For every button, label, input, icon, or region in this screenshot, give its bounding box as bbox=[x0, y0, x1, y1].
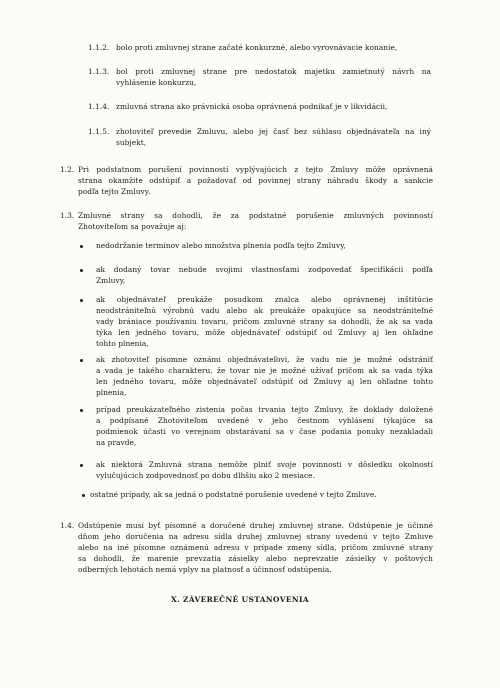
bullet-text-line: na pravde, bbox=[96, 438, 137, 447]
bullet-text-line: prípad preukázateľného zistenia počas trvania tejto Zmluvy, že doklady doložené bbox=[96, 405, 433, 414]
bullet-text-line: podmienok účasti vo verejnom obstarávaní sa v čase podania ponuky nezakladali bbox=[96, 427, 433, 436]
bullet-dot bbox=[80, 299, 83, 302]
item-text-line: bol proti zmluvnej strane pre nedostatok majetku zamietnutý návrh na bbox=[116, 67, 431, 76]
section-text-line: odberných lehotách nemá vplyv na platnosť a účinnosť odstúpenia. bbox=[78, 565, 332, 574]
section-number: 1.3. bbox=[60, 211, 75, 220]
bullet-text-line: Zmluvy, bbox=[96, 276, 126, 285]
bullet-dot bbox=[80, 245, 83, 248]
bullet-text-line: ak dodaný tovar nebude svojimi vlastnosťami zodpovedať špecifikácii podľa bbox=[96, 265, 433, 274]
section-text-line: strana okamžite odstúpiť a požadovať od povinnej strany náhradu škody a sankcie bbox=[78, 176, 433, 185]
item-text-line: vyhlásenie konkurzu, bbox=[116, 78, 197, 87]
section-text-line: dňom jeho doručenia na adresu sídla druhej zmluvnej strany uvedenú v tejto Zmluve bbox=[78, 532, 433, 541]
bullet-dot bbox=[80, 269, 83, 272]
item-number: 1.1.3. bbox=[88, 67, 110, 76]
bullet-dot bbox=[80, 409, 83, 412]
section-text-line: Odstúpenie musí byť písomné a doručené druhej zmluvnej strane. Odstúpenie je účinné bbox=[78, 521, 433, 530]
section-heading: X. ZÁVEREČNÉ USTANOVENIA bbox=[170, 595, 310, 604]
item-text-line: zhotoviteľ prevedie Zmluvu, alebo jej časť bez súhlasu objednávateľa na iný bbox=[116, 127, 431, 136]
section-text-line: Pri podstatnom porušení povinností vyplývajúcich z tejto Zmluvy môže oprávnená bbox=[78, 165, 433, 174]
section-text-line: podľa tejto Zmluvy. bbox=[78, 187, 151, 196]
bullet-dot bbox=[80, 464, 83, 467]
item-number: 1.1.2. bbox=[88, 43, 110, 52]
bullet-text-line: a podpísané Zhotoviteľom uvedené v jeho čestnom vyhlásení týkajúce sa bbox=[96, 416, 433, 425]
bullet-text-line: týka len jedného tovaru, môže objednávateľ odstúpiť od Zmluvy aj len ohľadne bbox=[96, 328, 433, 337]
bullet-text-line: neodstrániteľnú výrobnú vadu alebo ak preukáže opakujúce sa neodstrániteľné bbox=[96, 306, 433, 315]
bullet-text-line: ak zhotoviteľ písomne oznámi objednávateľovi, že vadu nie je možné odstrániť bbox=[96, 355, 433, 364]
section-text-line: sa dohodli, že marenie prevzatia zásielky alebo neprevzatie zásielky v poštových bbox=[78, 554, 433, 563]
item-number: 1.1.4. bbox=[88, 102, 110, 111]
item-text-line: zmluvná strana ako právnická osoba oprávnená podnikať je v likvidácii, bbox=[116, 102, 388, 111]
bullet-text-line: vady brániace používaniu tovaru, pričom zmluvné strany sa dohodli, že ak sa vada bbox=[96, 317, 433, 326]
bullet-text-line: a vada je takého charakteru, že tovar nie je možné užívať pričom ak sa vada týka bbox=[96, 366, 433, 375]
bullet-text-line: vylučujúcich zodpovednosť po dobu dlhšiu ako 2 mesiace. bbox=[96, 471, 315, 480]
bullet-dot bbox=[80, 359, 83, 362]
bullet-dot bbox=[82, 494, 85, 497]
bullet-text-line: len jedného tovaru, môže objednávateľ odstúpiť od Zmluvy aj len ohľadne tohto bbox=[96, 377, 433, 386]
bullet-text-line: ostatné prípady, ak sa jedná o podstatné porušenie uvedené v tejto Zmluve. bbox=[90, 490, 377, 499]
section-text-line: Zmluvné strany sa dohodli, že za podstatné porušenie zmluvných povinností bbox=[78, 211, 433, 220]
section-number: 1.4. bbox=[60, 521, 75, 530]
item-text-line: bolo proti zmluvnej strane začaté konkurzné, alebo vyrovnávacie konanie, bbox=[116, 43, 398, 52]
bullet-text-line: ak niektorá Zmluvná strana nemôže plniť svoje povinnosti v dôsledku okolností bbox=[96, 460, 433, 469]
section-text-line: alebo na iné písomne oznámenú adresu v prípade zmeny sídla, pričom zmluvné strany bbox=[78, 543, 433, 552]
bullet-text-line: nedodržanie termínov alebo množstva plnenia podľa tejto Zmluvy, bbox=[96, 241, 346, 250]
bullet-text-line: tohto plnenia, bbox=[96, 339, 149, 348]
bullet-text-line: ak objednávateľ preukáže posudkom znalca alebo oprávnenej inštitúcie bbox=[96, 295, 433, 304]
bullet-text-line: plnenia, bbox=[96, 388, 127, 397]
section-number: 1.2. bbox=[60, 165, 75, 174]
item-number: 1.1.5. bbox=[88, 127, 110, 136]
item-text-line: subjekt, bbox=[116, 138, 147, 147]
section-text-line: Zhotoviteľom sa považuje aj: bbox=[78, 222, 187, 231]
